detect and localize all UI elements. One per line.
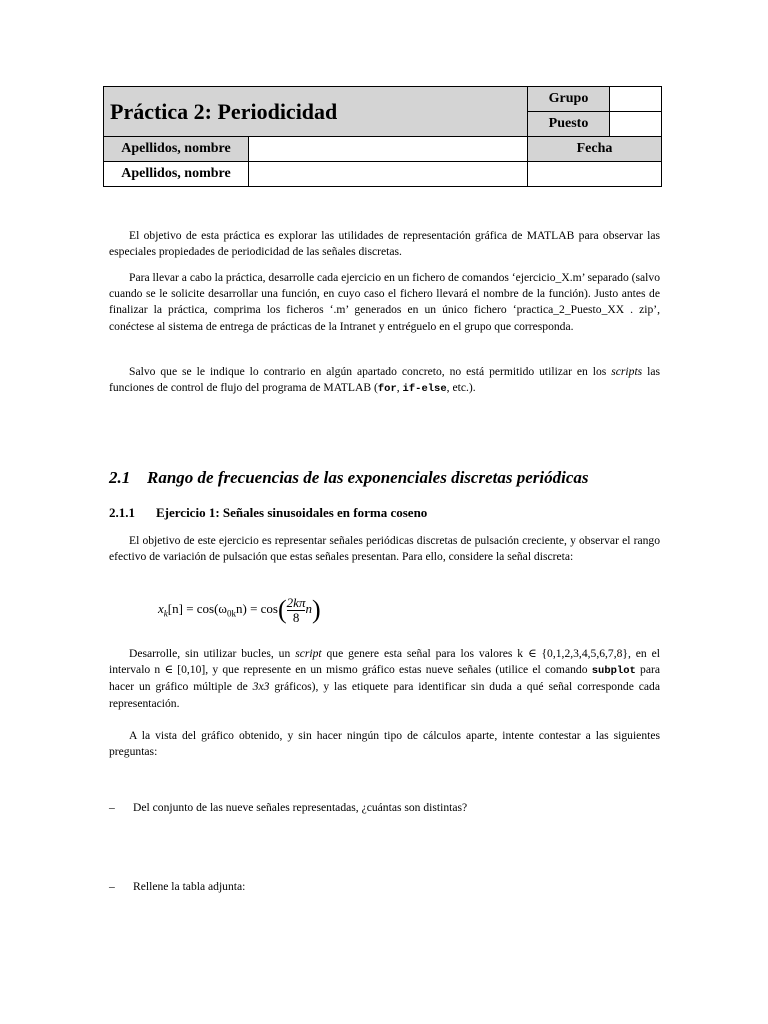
exercise-paragraph-2 bbox=[109, 646, 660, 712]
section-title: Rango de frecuencias de las exponenciales discretas periódicas bbox=[147, 468, 589, 487]
exercise-text-1: El objetivo de este ejercicio es representar señales periódicas discretas de pulsación creciente, y observar el rango efectivo de variación de pulsación que estas señales presentan. Para ello, considere la señal discreta: bbox=[109, 534, 660, 564]
exercise-text-2c: para hacer un gráfico múltiple de bbox=[109, 663, 660, 694]
exercise-text-2d: gráficos), y las etiquete para identificar sin duda a qué señal corresponde cada representación. bbox=[109, 680, 660, 710]
intro-paragraph-1 bbox=[109, 228, 660, 260]
if-else-keyword: if-else bbox=[402, 383, 447, 396]
bullet-dash: – bbox=[109, 801, 115, 814]
bullet-dash: – bbox=[109, 880, 115, 893]
formula-fraction bbox=[287, 596, 306, 625]
grupo-field[interactable] bbox=[610, 87, 662, 112]
formula-denominator: 8 bbox=[287, 610, 306, 625]
question-2 bbox=[109, 880, 245, 893]
formula-part-2: n) = cos bbox=[236, 600, 278, 616]
intro-paragraph-2 bbox=[109, 270, 660, 335]
puesto-label: Puesto bbox=[528, 112, 610, 137]
intro-text-3d: , etc.). bbox=[446, 381, 476, 395]
formula-numerator: 2kπ bbox=[286, 594, 306, 610]
subplot-keyword: subplot bbox=[591, 665, 636, 678]
formula-x: x bbox=[158, 600, 164, 616]
section-heading bbox=[109, 468, 589, 488]
exercise-paragraph-3 bbox=[109, 728, 660, 760]
question-1 bbox=[109, 801, 467, 814]
header-table bbox=[103, 86, 661, 186]
intro-text-2: Para llevar a cabo la práctica, desarrolle cada ejercicio en un fichero de comandos ‘ejercicio_X.m’ separado (salvo cuando se le solicite desarrollar una función, en cuyo caso el fichero llevará el nombre de la función). Justo antes de finalizar la práctica, comprima los ficheros ‘.m’ generados en un único fichero ‘practica_2_Puesto_XX . zip’, conéctese al sistema de entrega de prácticas de la Intranet y entréguelo en el grupo que corresponda. bbox=[109, 271, 660, 333]
page-title: Práctica 2: Periodicidad bbox=[104, 87, 528, 137]
subsection-number: 2.1.1 bbox=[109, 505, 135, 520]
signal-formula: $x_k[n] = \cos(\omega_{0k}n) = \cos$( $\frac{2k\pi}{8}$ n) bbox=[158, 594, 321, 625]
grupo-label: Grupo bbox=[528, 87, 610, 112]
apellidos-label-2: Apellidos, nombre bbox=[104, 162, 249, 187]
fecha-field[interactable] bbox=[528, 162, 662, 187]
fecha-label: Fecha bbox=[528, 137, 662, 162]
formula-sub-k: k bbox=[163, 608, 168, 619]
puesto-field[interactable] bbox=[610, 112, 662, 137]
exercise-text-2b: que genere esta señal para los valores k ∈ {0,1,2,3,4,5,6,7,8}, en el intervalo n ∈ [0,10], y que represente en un mismo gráfico estas nueve señales (utilice el comando bbox=[109, 647, 660, 677]
formula-part-1: [n] = cos(ω bbox=[167, 600, 227, 616]
exercise-paragraph-1 bbox=[109, 533, 660, 565]
section-number: 2.1 bbox=[109, 468, 131, 487]
exercise-text-2a: Desarrolle, sin utilizar bucles, un bbox=[129, 647, 296, 660]
apellidos-label-1: Apellidos, nombre bbox=[104, 137, 249, 162]
intro-paragraph-3 bbox=[109, 364, 660, 397]
formula-sub-0k: 0k bbox=[227, 608, 236, 619]
apellidos-field-1[interactable] bbox=[249, 137, 528, 162]
script-term: script bbox=[295, 647, 322, 660]
3x3-term: 3x3 bbox=[252, 680, 270, 694]
intro-text-3c: , bbox=[396, 381, 403, 395]
question-1-text: Del conjunto de las nueve señales representadas, ¿cuántas son distintas? bbox=[133, 801, 468, 814]
formula-n: n bbox=[305, 600, 312, 616]
intro-text-3b: las funciones de control de flujo del programa de MATLAB ( bbox=[109, 365, 660, 395]
intro-text-3a: Salvo que se le indique lo contrario en algún apartado concreto, no está permitido utilizar en los bbox=[129, 365, 612, 378]
apellidos-field-2[interactable] bbox=[249, 162, 528, 187]
subsection-heading bbox=[109, 505, 427, 521]
question-2-text: Rellene la tabla adjunta: bbox=[133, 880, 246, 893]
intro-text-1: El objetivo de esta práctica es explorar las utilidades de representación gráfica de MATLAB para observar las especiales propiedades de periodicidad de las señales discretas. bbox=[109, 229, 660, 259]
scripts-term: scripts bbox=[611, 365, 643, 378]
for-keyword: for bbox=[377, 383, 397, 396]
exercise-text-3: A la vista del gráfico obtenido, y sin hacer ningún tipo de cálculos aparte, intente contestar a las siguientes preguntas: bbox=[109, 729, 660, 759]
subsection-title: Ejercicio 1: Señales sinusoidales en forma coseno bbox=[156, 505, 428, 520]
